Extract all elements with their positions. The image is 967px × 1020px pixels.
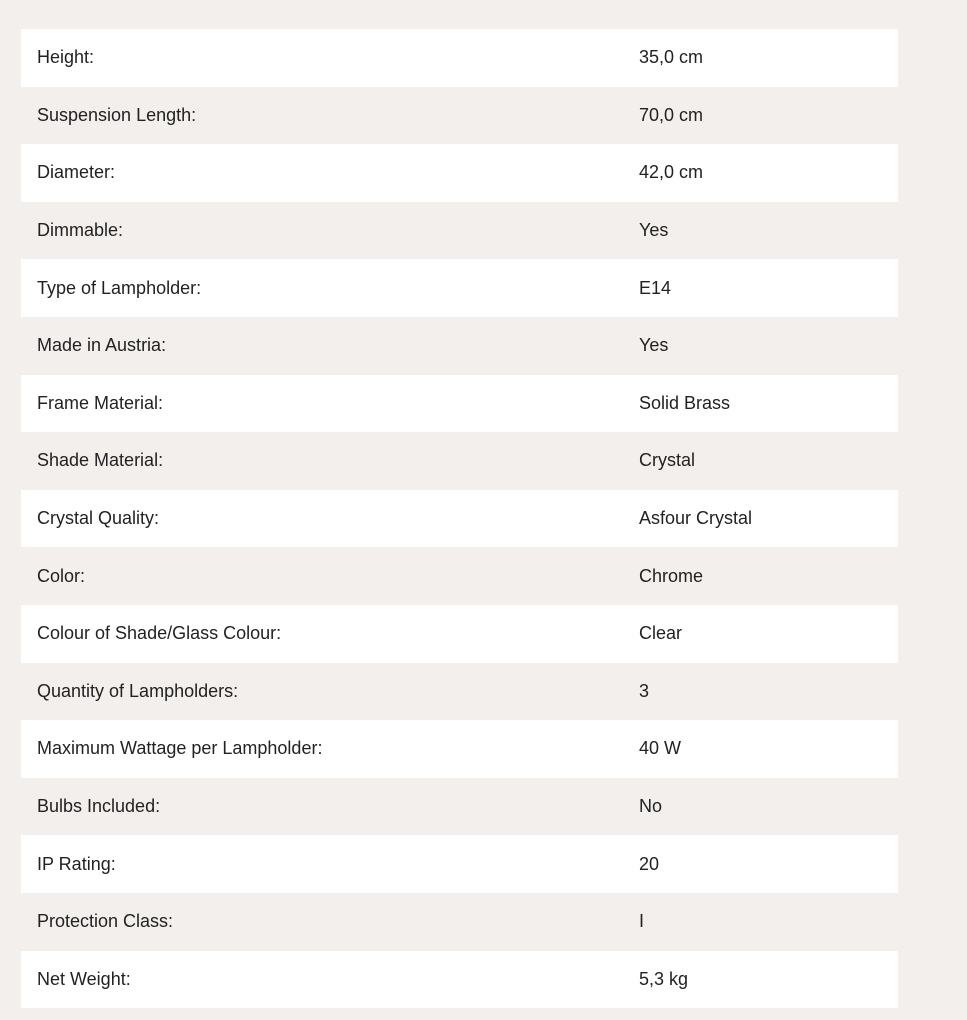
spec-value: 70,0 cm <box>639 104 704 125</box>
spec-row-suspension-length <box>21 87 898 145</box>
spec-value: 40 W <box>639 738 682 759</box>
spec-label: Dimmable: <box>37 220 124 241</box>
spec-row-frame-material <box>21 375 898 433</box>
spec-value: 3 <box>639 680 650 701</box>
spec-row-maximum-wattage <box>21 720 898 778</box>
spec-value: 42,0 cm <box>639 162 704 183</box>
spec-value: Yes <box>639 335 669 356</box>
spec-row-protection-class <box>21 893 898 951</box>
spec-row-type-of-lampholder <box>21 259 898 317</box>
spec-row-diameter <box>21 144 898 202</box>
spec-label: Frame Material: <box>37 392 164 413</box>
spec-label: Protection Class: <box>37 911 174 932</box>
spec-row-shade-material <box>21 432 898 490</box>
spec-label: Bulbs Included: <box>37 796 161 817</box>
spec-row-net-weight <box>21 951 898 1009</box>
spec-label: Crystal Quality: <box>37 508 160 529</box>
spec-row-colour-of-shade <box>21 605 898 663</box>
spec-row-height <box>21 29 898 87</box>
spec-value: Asfour Crystal <box>639 508 753 529</box>
spec-label: Diameter: <box>37 162 116 183</box>
spec-label: Suspension Length: <box>37 104 197 125</box>
spec-label: Shade Material: <box>37 450 164 471</box>
spec-value: Yes <box>639 220 669 241</box>
spec-row-quantity-of-lampholders <box>21 663 898 721</box>
spec-label: Quantity of Lampholders: <box>37 680 239 701</box>
spec-value: No <box>639 796 663 817</box>
spec-label: Type of Lampholder: <box>37 277 202 298</box>
spec-label: Maximum Wattage per Lampholder: <box>37 738 323 759</box>
spec-label: Color: <box>37 565 86 586</box>
spec-value: 35,0 cm <box>639 47 704 68</box>
spec-row-ip-rating <box>21 835 898 893</box>
spec-label: Colour of Shade/Glass Colour: <box>37 623 282 644</box>
specification-table <box>21 29 898 1008</box>
spec-value: 5,3 kg <box>639 968 689 989</box>
spec-label: Height: <box>37 47 95 68</box>
spec-value: Solid Brass <box>639 392 731 413</box>
spec-value: Clear <box>639 623 683 644</box>
spec-row-dimmable <box>21 202 898 260</box>
spec-label: Net Weight: <box>37 968 131 989</box>
spec-value: Crystal <box>639 450 696 471</box>
spec-value: 20 <box>639 853 660 874</box>
spec-value: E14 <box>639 277 672 298</box>
spec-row-crystal-quality <box>21 490 898 548</box>
spec-label: Made in Austria: <box>37 335 167 356</box>
spec-value: I <box>639 911 645 932</box>
spec-label: IP Rating: <box>37 853 116 874</box>
spec-value: Chrome <box>639 565 704 586</box>
spec-row-made-in-austria <box>21 317 898 375</box>
spec-row-color <box>21 547 898 605</box>
spec-row-bulbs-included <box>21 778 898 836</box>
